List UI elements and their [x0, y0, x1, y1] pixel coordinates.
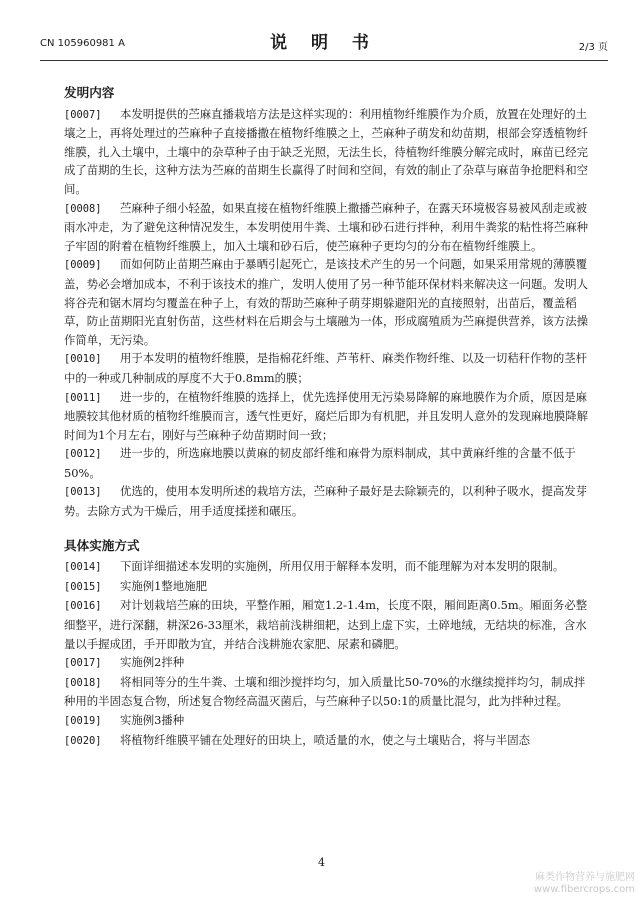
paragraph-number: [0016]: [64, 600, 102, 613]
paragraph: [64, 199, 590, 256]
watermark-title: 麻类作物营养与施肥网: [535, 872, 635, 883]
section-heading-embodiment: 具体实施方式: [64, 537, 140, 553]
paragraph-text: 本发明提供的苎麻直播栽培方法是这样实现的：利用植物纤维膜作为介质，放置在处理好的土壤之上，再将处理过的苎麻种子直接播撒在植物纤维膜之上，苎麻种子萌发和幼苗期，根部会穿透植物纤维膜，扎入土壤中，土壤中的杂草种子由于缺乏光照，无法生长，待植物纤维膜分解完成时，麻苗已经完成了苗期的生长，这种方法为苎麻的苗期生长赢得了时间和空间，有效的制止了杂草与麻苗争抢肥料和空间。: [64, 106, 588, 196]
paragraph-text: 优选的，使用本发明所述的栽培方法，苎麻种子最好是去除颖壳的，以利种子吸水，提高发芽势。去除方式为干燥后，用手适度揉搓和碾压。: [64, 484, 588, 519]
section-embodiment-content: [64, 557, 590, 750]
paragraph-number: [0019]: [64, 715, 102, 727]
paragraph-text: 下面详细描述本发明的实施例，所用仅用于解释本发明，而不能理解为对本发明的限制。: [120, 559, 565, 574]
paragraph-number: [0020]: [64, 734, 102, 747]
paragraph-text: 对计划栽培苎麻的田块，平整作厢，厢宽1.2-1.4m，长度不限，厢间距离0.5m。厢面务必整细整平，进行深翻，耕深26-33厘米，栽培前浅耕细耙，达到上虚下实，土碎地绒，无结块的标准，含水量以手握成团，手开即散为宜，并结合浅耕施农家肥、尿素和磷肥。: [64, 598, 588, 651]
paragraph-number: [0008]: [64, 202, 102, 215]
paragraph: [64, 482, 590, 520]
paragraph: [64, 557, 590, 577]
document-number: CN 105960981 A: [40, 38, 125, 49]
paragraph: [64, 731, 590, 751]
document-title: 说 明 书: [270, 33, 378, 53]
paragraph-text: 而如何防止苗期苎麻由于暴晒引起死亡，是该技术产生的另一个问题，如果采用常规的薄膜覆盖，势必会增加成本，不利于该技术的推广，发明人使用了另一种节能环保材料来解决这一问题。发明人将谷壳和锯木屑均匀覆盖在种子上，有效的帮助苎麻种子萌芽期躲避阳光的直接照射，出苗后，覆盖稻草，防止苗期阳光直射伤苗，这些材料在后期会与土壤融为一体，形成腐殖质为苎麻提供营养，该方法操作简单，无污染。: [64, 257, 588, 347]
paragraph-text: 苎麻种子细小轻盈，如果直接在植物纤维膜上撒播苎麻种子，在露天环境极容易被风刮走或被雨水冲走，为了避免这种情况发生，本发明使用牛粪、土壤和砂石进行拌种，利用牛粪浆的粘性将苎麻种子牢固的附着在植物纤维膜上，加入土壤和砂石后，使苎麻种子更均匀的分布在植物纤维膜上。: [64, 200, 588, 253]
paragraph-number: [0009]: [64, 259, 102, 272]
paragraph: [64, 388, 590, 445]
document-body: [64, 84, 590, 750]
paragraph: [64, 255, 590, 349]
paragraph-number: [0013]: [64, 486, 102, 499]
paragraph-text: 实施例2拌种: [120, 655, 185, 670]
paragraph: [64, 596, 590, 653]
paragraph-number: [0018]: [64, 676, 102, 689]
site-watermark: [515, 872, 635, 896]
section-invention-content: [64, 105, 590, 521]
paragraph-text: 将植物纤维膜平铺在处理好的田块上，喷适量的水，使之与土壤贴合，将与半固态: [120, 732, 531, 747]
page-info: 2/3 页: [578, 42, 608, 53]
paragraph: [64, 444, 590, 482]
header-divider: [40, 60, 608, 61]
paragraph-number: [0012]: [64, 448, 102, 461]
paragraph-number: [0014]: [64, 561, 102, 574]
paragraph: [64, 673, 590, 711]
page-header: [40, 28, 608, 54]
paragraph-number: [0007]: [64, 108, 102, 121]
paragraph-number: [0011]: [64, 391, 102, 404]
paragraph-text: 用于本发明的植物纤维膜，是指棉花纤维、芦苇杆、麻类作物纤维、以及一切秸秆作物的茎杆中的一种或几种制成的厚度不大于0.8mm的膜；: [64, 351, 588, 385]
paragraph-number: [0017]: [64, 657, 102, 670]
paragraph-text: 将相同等分的生牛粪、土壤和细沙搅拌均匀，加入质量比50-70%的水继续搅拌均匀，制成拌种用的半固态复合物，所述复合物经高温灭菌后，与苎麻种子以50:1的质量比混匀，此为拌种过程。: [64, 674, 586, 709]
paragraph-text: 进一步的，所选麻地膜以黄麻的韧皮部纤维和麻骨为原料制成，其中黄麻纤维的含量不低于50%。: [64, 446, 576, 480]
section-gap: [64, 521, 590, 537]
paragraph: [64, 105, 590, 199]
paragraph-text: 实施例1整地施肥: [120, 578, 207, 593]
paragraph: [64, 349, 590, 387]
watermark-url: www.fibercrops.com: [533, 884, 635, 895]
paragraph-number: [0015]: [64, 580, 102, 593]
page-number: 4: [318, 856, 325, 869]
paragraph: [64, 653, 590, 673]
paragraph-number: [0010]: [64, 353, 102, 366]
paragraph-text: 实施例3播种: [120, 713, 185, 727]
paragraph: [64, 577, 590, 597]
paragraph: [64, 711, 590, 731]
section-heading-invention: 发明内容: [64, 85, 115, 100]
paragraph-text: 进一步的，在植物纤维膜的选择上，优先选择使用无污染易降解的麻地膜作为介质，原因是麻地膜较其他材质的植物纤维膜而言，透气性更好，腐烂后即为有机肥，并且发明人意外的发现麻地膜降解时间为1个月左右，刚好与苎麻种子幼苗期时间一致；: [64, 389, 588, 442]
